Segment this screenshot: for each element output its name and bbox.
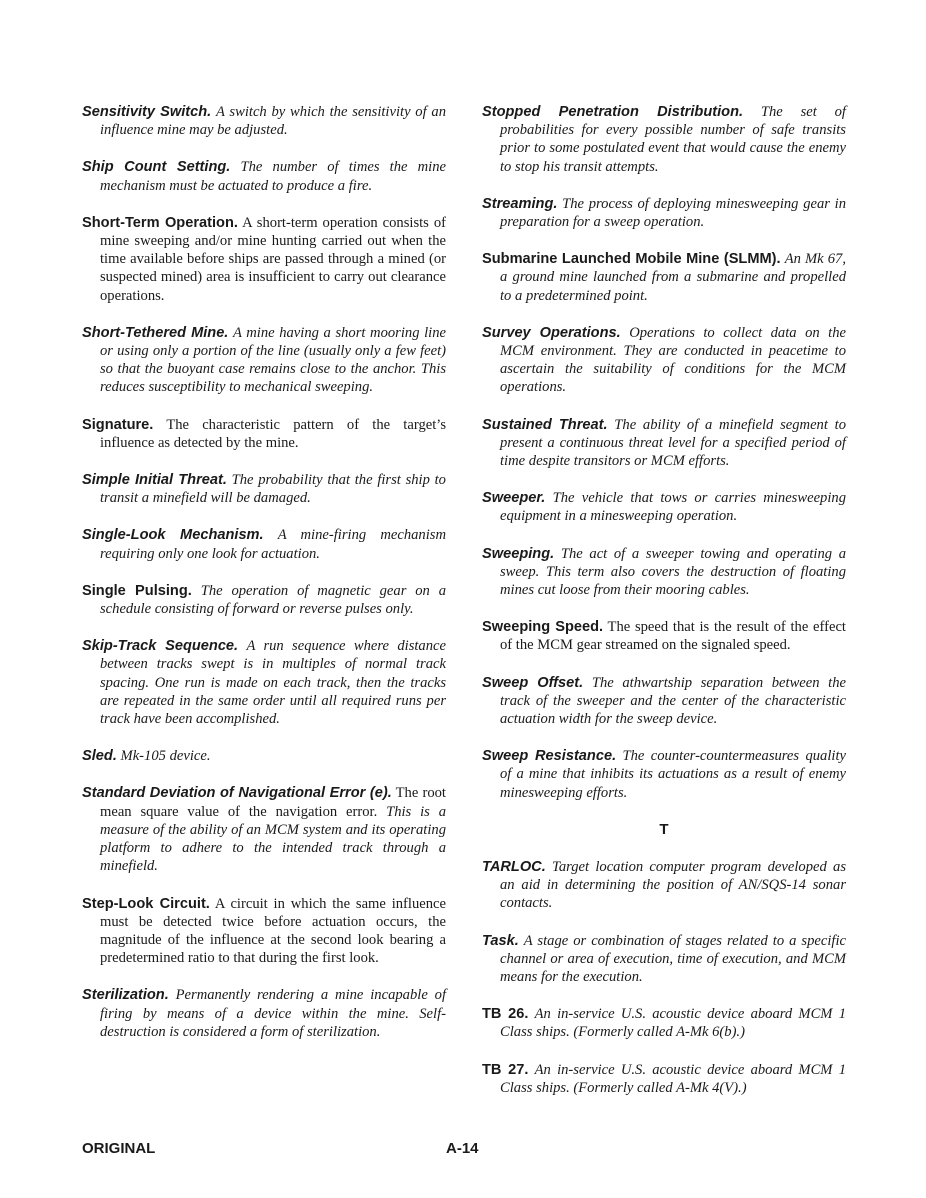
entry-term: Sweep Offset. bbox=[482, 674, 584, 691]
entry-definition: The vehicle that tows or carries minesweeping equipment in a minesweeping operation. bbox=[500, 490, 846, 525]
glossary-entry bbox=[482, 674, 846, 729]
entry-definition: Permanently rendering a mine incapable of firing by means of a device within the mine. Self-destruction is considered a form of sterilization. bbox=[100, 987, 447, 1040]
entry-definition: The characteristic pattern of the target’s influence as detected by the mine. bbox=[100, 416, 447, 451]
glossary-entry bbox=[82, 324, 446, 397]
entry-term: Sled. bbox=[82, 748, 117, 765]
entry-definition: A short-term operation consists of mine sweeping and/or mine hunting carried out when the time available before ships are passed through a mined (or suspected mined) area is insufficient to carry out clearance operations. bbox=[100, 214, 446, 304]
entry-definition: The number of times the mine mechanism must be actuated to produce a fire. bbox=[100, 159, 446, 194]
entry-definition-italic: This is a measure of the ability of an MCM system and its operating platform to adhere to the intended track through a minefield. bbox=[100, 803, 446, 875]
entry-definition: An Mk 67, a ground mine launched from a submarine and propelled to a predetermined point. bbox=[500, 251, 847, 304]
glossary-entry bbox=[482, 545, 846, 600]
entry-definition: A mine having a short mooring line or using only a portion of the line (usually only a few feet) so that the buoyant case remains close to the anchor. This reduces susceptibility to mechanical sweeping. bbox=[100, 324, 447, 396]
entry-definition: The speed that is the result of the effect of the MCM gear streamed on the signaled speed. bbox=[500, 619, 846, 654]
entry-definition: The root mean square value of the navigation error. bbox=[100, 785, 446, 820]
page-number: A-14 bbox=[446, 1140, 479, 1157]
glossary-entry bbox=[82, 895, 446, 968]
left-column bbox=[82, 103, 446, 1060]
entry-definition: The act of a sweeper towing and operating a sweep. This term also covers the destruction of floating mines cut loose from their mooring cables. bbox=[500, 545, 846, 599]
glossary-entry bbox=[82, 526, 446, 562]
entry-term: Standard Deviation of Navigational Error (e). bbox=[82, 785, 392, 802]
entry-term: Signature. bbox=[82, 416, 154, 433]
entry-definition: A run sequence where distance between tracks swept is in multiples of normal track spacing. One run is made on each track, then the tracks are repeated in the same order until all required runs per track have been accomplished. bbox=[100, 638, 446, 728]
entry-term: Sweep Resistance. bbox=[482, 748, 617, 765]
entry-definition: Operations to collect data on the MCM environment. They are conducted in peacetime to ascertain the suitability of conditions for the MCM operations. bbox=[500, 324, 847, 396]
glossary-entry bbox=[82, 986, 446, 1041]
glossary-entry bbox=[482, 416, 846, 471]
entry-term: Streaming. bbox=[482, 195, 558, 212]
glossary-entry bbox=[482, 747, 846, 802]
glossary-entry bbox=[482, 1061, 846, 1097]
entry-definition: The process of deploying minesweeping gear in preparation for a sweep operation. bbox=[500, 195, 846, 231]
glossary-entry bbox=[482, 932, 846, 987]
glossary-entry bbox=[82, 582, 446, 618]
entry-definition: The probability that the first ship to transit a minefield will be damaged. bbox=[100, 472, 446, 507]
entry-definition: Target location computer program developed as an aid in determining the position of AN/SQS-14 sonar contacts. bbox=[500, 858, 846, 912]
entry-definition: A stage or combination of stages related to a specific channel or area of execution, time of execution, and MCM means for the execution. bbox=[500, 932, 846, 985]
glossary-entry bbox=[482, 858, 846, 913]
entry-term: Stopped Penetration Distribution. bbox=[482, 104, 744, 120]
glossary-entry bbox=[482, 489, 846, 525]
entry-term: Step-Look Circuit. bbox=[82, 895, 210, 912]
entry-term: TB 27. bbox=[482, 1061, 529, 1078]
entry-term: Short-Tethered Mine. bbox=[82, 324, 229, 341]
entry-term: Simple Initial Threat. bbox=[82, 472, 227, 489]
glossary-entry bbox=[482, 250, 846, 305]
glossary-entry bbox=[482, 103, 846, 176]
entry-definition: The set of probabilities for every possible number of safe transits prior to some postulated event that would cause the enemy to stop his transit attempts. bbox=[500, 104, 846, 175]
glossary-entry bbox=[482, 324, 846, 397]
entry-definition: An in-service U.S. acoustic device aboard MCM 1 Class ships. (Formerly called A-Mk 6(b).) bbox=[500, 1006, 846, 1041]
entry-definition: The athwartship separation between the track of the sweeper and the center of the characteristic actuation width for the sweep device. bbox=[500, 674, 846, 728]
entry-term: Sweeping Speed. bbox=[482, 619, 604, 636]
entry-term: Submarine Launched Mobile Mine (SLMM). bbox=[482, 251, 781, 268]
glossary-entry bbox=[82, 416, 446, 452]
glossary-entry bbox=[82, 214, 446, 305]
glossary-entry bbox=[482, 618, 846, 654]
right-column bbox=[482, 103, 846, 1116]
glossary-entry bbox=[82, 158, 446, 194]
glossary-entry bbox=[82, 471, 446, 507]
glossary-entry bbox=[482, 1005, 846, 1041]
entry-definition: The counter-countermeasures quality of a mine that inhibits its actuations as a result of enemy minesweeping efforts. bbox=[500, 748, 846, 801]
entry-definition: A switch by which the sensitivity of an influence mine may be adjusted. bbox=[100, 104, 447, 139]
glossary-entry bbox=[82, 637, 446, 728]
entry-term: Sweeping. bbox=[482, 545, 555, 562]
entry-definition: Mk-105 device. bbox=[120, 748, 211, 765]
footer-original-label: ORIGINAL bbox=[82, 1140, 156, 1157]
glossary-entry bbox=[82, 747, 446, 765]
entry-term: Short-Term Operation. bbox=[82, 214, 238, 231]
entry-term: Skip-Track Sequence. bbox=[82, 638, 239, 655]
entry-term: Sweeper. bbox=[482, 490, 546, 507]
entry-term: Task. bbox=[482, 932, 519, 949]
glossary-entry bbox=[482, 195, 846, 231]
entry-definition: The operation of magnetic gear on a schedule consisting of forward or reverse pulses only. bbox=[100, 582, 446, 618]
entry-term: Survey Operations. bbox=[482, 324, 621, 341]
entry-definition: A mine-firing mechanism requiring only one look for actuation. bbox=[100, 527, 446, 562]
entry-term: Ship Count Setting. bbox=[82, 159, 231, 176]
glossary-entry bbox=[82, 103, 446, 139]
entry-definition: An in-service U.S. acoustic device aboard MCM 1 Class ships. (Formerly called A-Mk 4(V).) bbox=[500, 1061, 846, 1096]
entry-term: Single Pulsing. bbox=[82, 582, 192, 599]
section-heading: T bbox=[659, 820, 669, 838]
glossary-entry bbox=[82, 784, 446, 875]
entry-term: Sensitivity Switch. bbox=[82, 104, 212, 120]
entry-term: Sterilization. bbox=[82, 987, 169, 1004]
entry-definition: The ability of a minefield segment to present a continuous threat level for a specified period of time despite transitors or MCM efforts. bbox=[500, 416, 846, 470]
entry-term: TARLOC. bbox=[482, 858, 546, 875]
entry-definition: A circuit in which the same influence must be detected twice before actuation occurs, the magnitude of the influence at the second look bearing a predetermined ratio to that during the first look. bbox=[100, 895, 447, 967]
entry-term: Sustained Threat. bbox=[482, 416, 608, 433]
entry-term: Single-Look Mechanism. bbox=[82, 527, 264, 544]
entry-term: TB 26. bbox=[482, 1006, 529, 1023]
